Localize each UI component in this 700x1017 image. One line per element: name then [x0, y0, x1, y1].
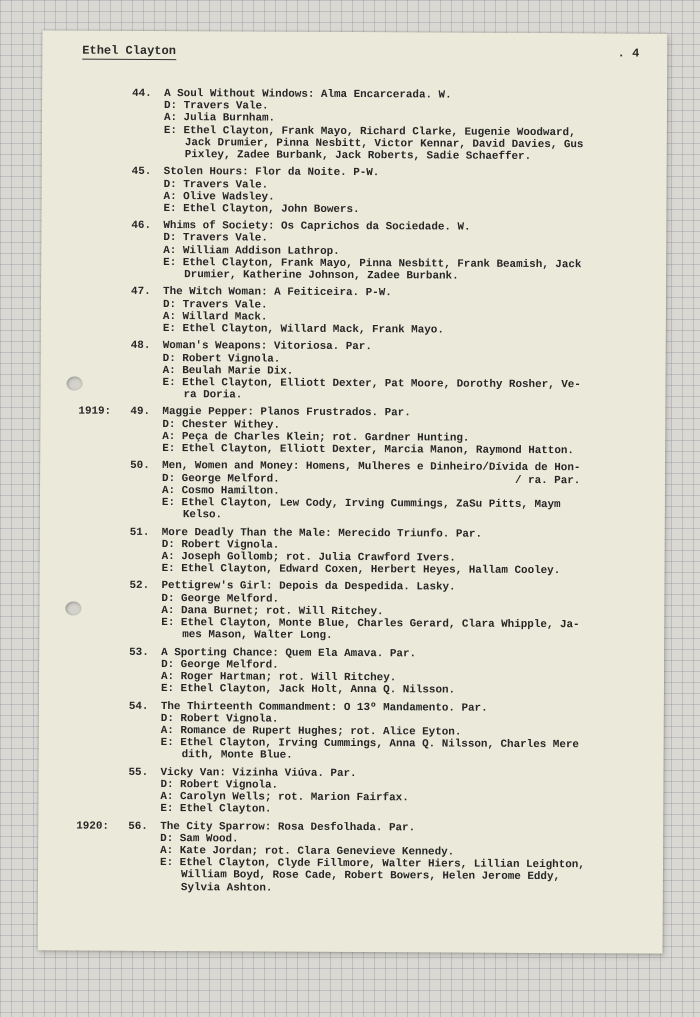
film-entry [71, 580, 646, 644]
year-label: 1919: [78, 406, 112, 419]
credit-line: A: Carolyn Wells; rot. Marion Fairfax. [160, 790, 409, 805]
entry-number: 51. [129, 526, 150, 539]
credit-line: D: Travers Vale. [163, 232, 268, 245]
entry-number: 46. [131, 220, 152, 233]
film-entry [72, 340, 647, 404]
credit-line: A: Joseph Gollomb; rot. Julia Crawford Ivers. [161, 550, 456, 565]
film-entry [71, 646, 646, 698]
credit-line: E: Ethel Clayton, Frank Mayo, Richard Clarke, Eugenie Woodward, [163, 124, 576, 139]
credit-line: E: Ethel Clayton, Irving Cummings, Anna Q. Nilsson, Charles Mere [160, 737, 579, 752]
film-entry [74, 88, 649, 164]
film-entry [73, 286, 648, 338]
credit-line: D: Robert Vignola. [160, 712, 279, 726]
entry-number: 54. [128, 700, 149, 713]
credit-continuation: Drumier, Katherine Johnson, Zadee Burbank. [184, 269, 459, 283]
credit-line: D: Robert Vignola. [162, 352, 281, 366]
film-entry [71, 700, 646, 764]
credit-line: E: Ethel Clayton, Clyde Fillmore, Walter Hiers, Lillian Leighton, [160, 857, 585, 872]
film-entry [70, 766, 645, 818]
credit-continuation: William Boyd, Rose Cade, Robert Bowers, Helen Jerome Eddy, [180, 869, 561, 884]
credit-line: D: Sam Wood. [160, 832, 239, 846]
typed-page [38, 30, 668, 953]
credit-continuation: Sylvia Ashton. [180, 881, 273, 895]
credit-line: E: Ethel Clayton, Edward Coxen, Herbert Heyes, Hallam Cooley. [161, 563, 561, 578]
page-number: . 4 [617, 46, 640, 61]
credit-line: D: George Melford. [161, 658, 279, 672]
entry-number: 53. [129, 646, 149, 659]
credit-line: E: Ethel Clayton, Willard Mack, Frank Mayo. [162, 322, 444, 337]
page-header-title: Ethel Clayton [82, 43, 176, 59]
film-entry [73, 166, 648, 218]
credit-line: E: Ethel Clayton, John Bowers. [163, 202, 360, 216]
credit-line: D: Travers Vale. [163, 100, 269, 113]
film-title: The Thirteenth Commandment: O 13º Mandamento. Par. [160, 700, 488, 715]
credit-line: A: Julia Burnham. [163, 112, 276, 125]
film-entry [72, 406, 647, 458]
credit-line: A: Romance de Rupert Hughes; rot. Alice Eyton. [160, 724, 462, 739]
credit-line: E: Ethel Clayton, Frank Mayo, Pinna Nesbitt, Frank Beamish, Jack [163, 256, 582, 272]
entry-number: 45. [131, 166, 152, 179]
film-title: A Soul Without Windows: Alma Encarcerada. W. [164, 88, 452, 102]
credit-line: D: Robert Vignola. [160, 778, 279, 792]
film-title: Men, Women and Money: Homens, Mulheres e Dinheiro/Dívida de Hon- [162, 460, 581, 475]
entry-number: 50. [130, 460, 150, 473]
credit-continuation: mes Mason, Walter Long. [182, 629, 333, 643]
credit-line: D: Travers Vale. [163, 178, 269, 192]
film-title: Vicky Van: Vizinha Viúva. Par. [160, 766, 357, 780]
credit-line: E: Ethel Clayton. [160, 803, 272, 816]
entry-number: 47. [131, 286, 151, 299]
film-entry [72, 526, 647, 578]
credit-line: D: Robert Vignola. [161, 538, 280, 552]
film-title: Stolen Hours: Flor da Noite. P-W. [163, 166, 380, 180]
entry-number: 48. [130, 340, 151, 353]
credit-continuation: Kelso. [182, 509, 223, 522]
credit-continuation: Jack Drumier, Pinna Nesbitt, Victor Kennar, David Davies, Gus [184, 136, 584, 151]
film-entry [70, 820, 645, 896]
credit-line: A: Willard Mack. [162, 310, 268, 324]
credit-line: D: George Melford. [161, 592, 280, 606]
credit-continuation: dith, Monte Blue. [181, 749, 293, 762]
credit-line: A: Dana Burnet; rot. Will Ritchey. [161, 604, 384, 618]
credit-line: A: Olive Wadsley. [163, 190, 275, 204]
film-title: Whims of Society: Os Caprichos da Sociedade. W. [163, 220, 471, 234]
entry-number: 44. [132, 87, 152, 100]
film-title: A Sporting Chance: Quem Ela Amava. Par. [161, 646, 417, 660]
credit-line: D: George Melford. / ra. Par. [162, 472, 581, 487]
credit-line: A: Beulah Marie Dix. [162, 364, 294, 378]
film-title: Maggie Pepper: Planos Frustrados. Par. [162, 406, 411, 420]
credit-continuation: Pixley, Zadee Burbank, Jack Roberts, Sadie Schaeffer. [184, 149, 532, 163]
credit-line: E: Ethel Clayton, Jack Holt, Anna Q. Nilsson. [160, 683, 456, 697]
credit-line: D: Chester Withey. [162, 418, 281, 432]
credit-line: D: Travers Vale. [162, 298, 268, 312]
entry-number: 55. [128, 766, 149, 779]
film-title: The Witch Woman: A Feiticeira. P-W. [163, 286, 392, 300]
entry-number: 56. [128, 820, 148, 833]
film-title: The City Sparrow: Rosa Desfolhada. Par. [160, 820, 416, 834]
credit-continuation: ra Doria. [183, 389, 243, 402]
film-title: Pettigrew's Girl: Depois da Despedida. Lasky. [161, 580, 456, 594]
credit-line: A: Roger Hartman; rot. Will Ritchey. [160, 670, 397, 685]
film-entry [72, 460, 647, 524]
credit-line: A: Peça de Charles Klein; rot. Gardner Hunting. [162, 430, 470, 445]
credit-line: A: Kate Jordan; rot. Clara Genevieve Kennedy. [160, 844, 455, 859]
credit-line: A: Cosmo Hamilton. [161, 484, 280, 498]
film-title: More Deadly Than the Male: Merecido Triunfo. Par. [161, 526, 483, 541]
credit-line: E: Ethel Clayton, Elliott Dexter, Marcia Manon, Raymond Hatton. [162, 443, 574, 458]
film-title: Woman's Weapons: Vitoriosa. Par. [162, 340, 372, 354]
credit-line: E: Ethel Clayton, Monte Blue, Charles Gerard, Clara Whipple, Ja- [161, 617, 580, 632]
filmography-list [70, 88, 649, 902]
film-entry [73, 220, 648, 284]
credit-line: A: William Addison Lathrop. [163, 244, 340, 258]
credit-line: E: Ethel Clayton, Elliott Dexter, Pat Moore, Dorothy Rosher, Ve- [162, 376, 581, 392]
credit-line: E: Ethel Clayton, Lew Cody, Irving Cummings, ZaSu Pitts, Maym [161, 496, 561, 512]
year-label: 1920: [76, 820, 109, 833]
entry-number: 52. [129, 580, 150, 593]
entry-number: 49. [130, 406, 151, 419]
